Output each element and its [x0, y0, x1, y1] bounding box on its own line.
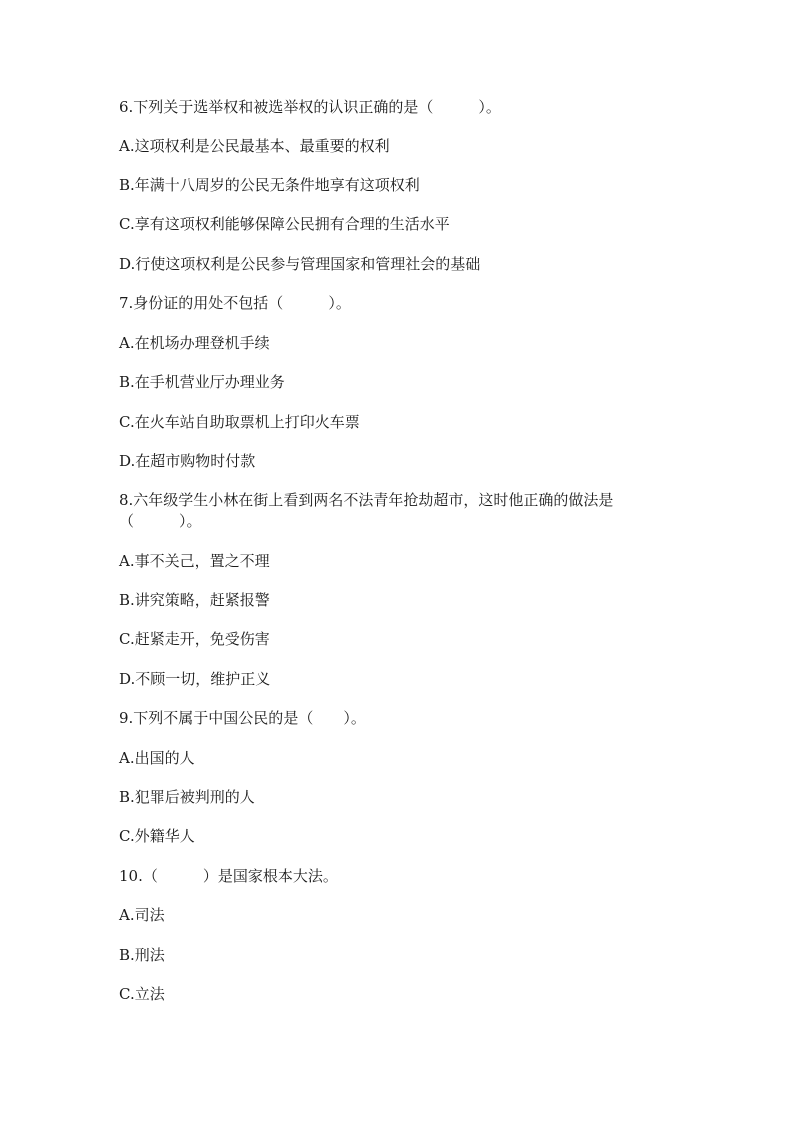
- question-8-stem: 8.六年级学生小林在街上看到两名不法青年抢劫超市，这时他正确的做法是: [119, 491, 614, 509]
- question-7-option-a: A.在机场办理登机手续: [119, 334, 270, 352]
- question-9-option-c: C.外籍华人: [119, 827, 195, 845]
- question-10-stem: 10.（ ）是国家根本大法。: [119, 867, 338, 885]
- question-6-stem: 6.下列关于选举权和被选举权的认识正确的是（ ）。: [119, 98, 501, 116]
- question-10-option-c: C.立法: [119, 985, 165, 1003]
- question-7-stem: 7.身份证的用处不包括（ ）。: [119, 294, 351, 312]
- question-9-option-b: B.犯罪后被判刑的人: [119, 788, 255, 806]
- question-6-option-d: D.行使这项权利是公民参与管理国家和管理社会的基础: [119, 255, 481, 273]
- question-8-option-b: B.讲究策略，赶紧报警: [119, 591, 270, 609]
- question-7-option-b: B.在手机营业厅办理业务: [119, 373, 285, 391]
- question-7-option-d: D.在超市购物时付款: [119, 452, 256, 470]
- question-10-option-a: A.司法: [119, 906, 165, 924]
- question-9-option-a: A.出国的人: [119, 749, 195, 767]
- question-8-stem-continuation: （ ）。: [119, 512, 202, 530]
- question-6-option-c: C.享有这项权利能够保障公民拥有合理的生活水平: [119, 215, 450, 233]
- question-9-stem: 9.下列不属于中国公民的是（ ）。: [119, 709, 366, 727]
- question-10-option-b: B.刑法: [119, 946, 165, 964]
- question-8-option-a: A.事不关己，置之不理: [119, 552, 270, 570]
- question-7-option-c: C.在火车站自助取票机上打印火车票: [119, 413, 360, 431]
- question-6-option-b: B.年满十八周岁的公民无条件地享有这项权利: [119, 176, 420, 194]
- question-8-option-c: C.赶紧走开，免受伤害: [119, 630, 270, 648]
- question-8-option-d: D.不顾一切，维护正义: [119, 670, 271, 688]
- question-6-option-a: A.这项权利是公民最基本、最重要的权利: [119, 137, 390, 155]
